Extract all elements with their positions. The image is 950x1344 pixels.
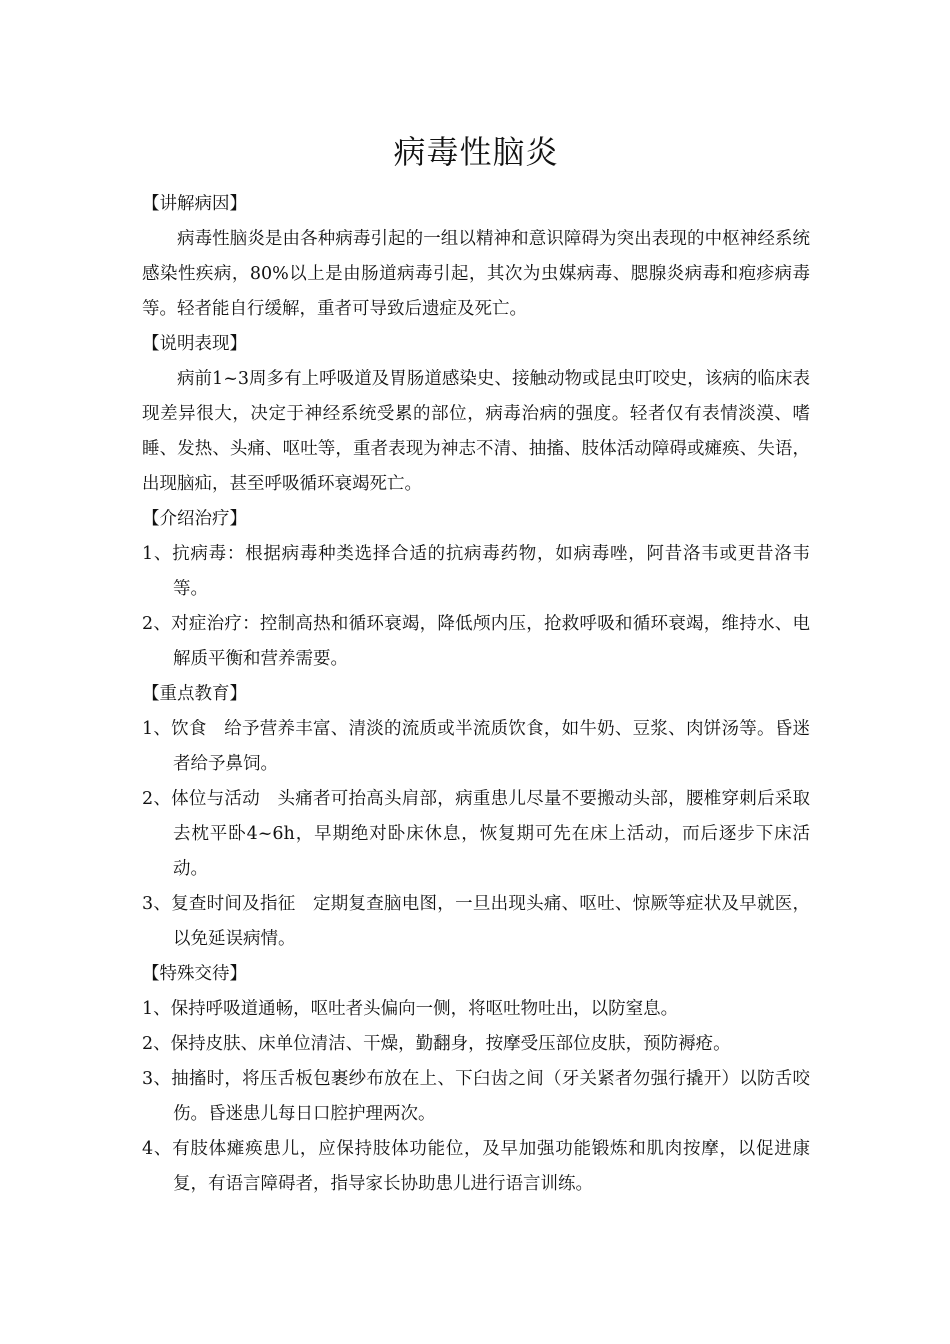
list-item: 3、抽搐时，将压舌板包裹纱布放在上、下臼齿之间（牙关紧者勿强行撬开）以防舌咬伤。昏迷患儿每日口腔护理两次。 — [142, 1069, 810, 1124]
section-heading-cause: 【讲解病因】 — [142, 194, 247, 214]
section-paragraph-cause: 病毒性脑炎是由各种病毒引起的一组以精神和意识障碍为突出表现的中枢神经系统感染性疾病，80%以上是由肠道病毒引起，其次为虫媒病毒、腮腺炎病毒和疱疹病毒等。轻者能自行缓解，重者可导致后遗症及死亡。 — [142, 229, 810, 319]
list-item-label: 1、饮食 — [142, 719, 207, 739]
section-heading-treatment: 【介绍治疗】 — [142, 509, 247, 529]
list-item-label: 2、体位与活动 — [142, 789, 260, 809]
list-item: 1、保持呼吸道通畅，呕吐者头偏向一侧，将呕吐物吐出，以防窒息。 — [142, 999, 679, 1019]
document-title: 病毒性脑炎 — [393, 133, 559, 171]
special-list — [142, 992, 810, 1202]
list-item — [142, 712, 810, 782]
section-heading-education: 【重点教育】 — [142, 684, 247, 704]
list-item: 2、保持皮肤、床单位清洁、干燥，勤翻身，按摩受压部位皮肤，预防褥疮。 — [142, 1034, 731, 1054]
list-item: 1、抗病毒：根据病毒种类选择合适的抗病毒药物，如病毒唑，阿昔洛韦或更昔洛韦等。 — [142, 544, 810, 599]
list-item-text: 头痛者可抬高头肩部，病重患儿尽量不要搬动头部，腰椎穿刺后采取去枕平卧4~6h，早期绝对卧床休息，恢复期可先在床上活动，而后逐步下床活动。 — [173, 789, 811, 879]
list-item-label: 3、复查时间及指征 — [142, 894, 296, 914]
section-paragraph-symptoms: 病前1~3周多有上呼吸道及胃肠道感染史、接触动物或昆虫叮咬史，该病的临床表现差异很大，决定于神经系统受累的部位，病毒治病的强度。轻者仅有表情淡漠、嗜睡、发热、头痛、呕吐等，重者表现为神志不清、抽搐、肢体活动障碍或瘫痪、失语，出现脑疝，甚至呼吸循环衰竭死亡。 — [142, 369, 810, 494]
section-heading-special: 【特殊交待】 — [142, 964, 247, 984]
list-item-text: 给予营养丰富、清淡的流质或半流质饮食，如牛奶、豆浆、肉饼汤等。昏迷者给予鼻饲。 — [173, 719, 811, 774]
list-item — [142, 782, 810, 887]
list-item — [142, 887, 810, 957]
list-item: 4、有肢体瘫痪患儿，应保持肢体功能位，及早加强功能锻炼和肌肉按摩，以促进康复，有语言障碍者，指导家长协助患儿进行语言训练。 — [142, 1139, 810, 1194]
education-list — [142, 712, 810, 957]
section-heading-symptoms: 【说明表现】 — [142, 334, 247, 354]
document-body — [142, 187, 810, 1202]
list-item: 2、对症治疗：控制高热和循环衰竭，降低颅内压，抢救呼吸和循环衰竭，维持水、电解质平衡和营养需要。 — [142, 614, 810, 669]
treatment-list — [142, 537, 810, 677]
list-item-text: 定期复查脑电图，一旦出现头痛、呕吐、惊厥等症状及早就医，以免延误病情。 — [173, 894, 811, 949]
